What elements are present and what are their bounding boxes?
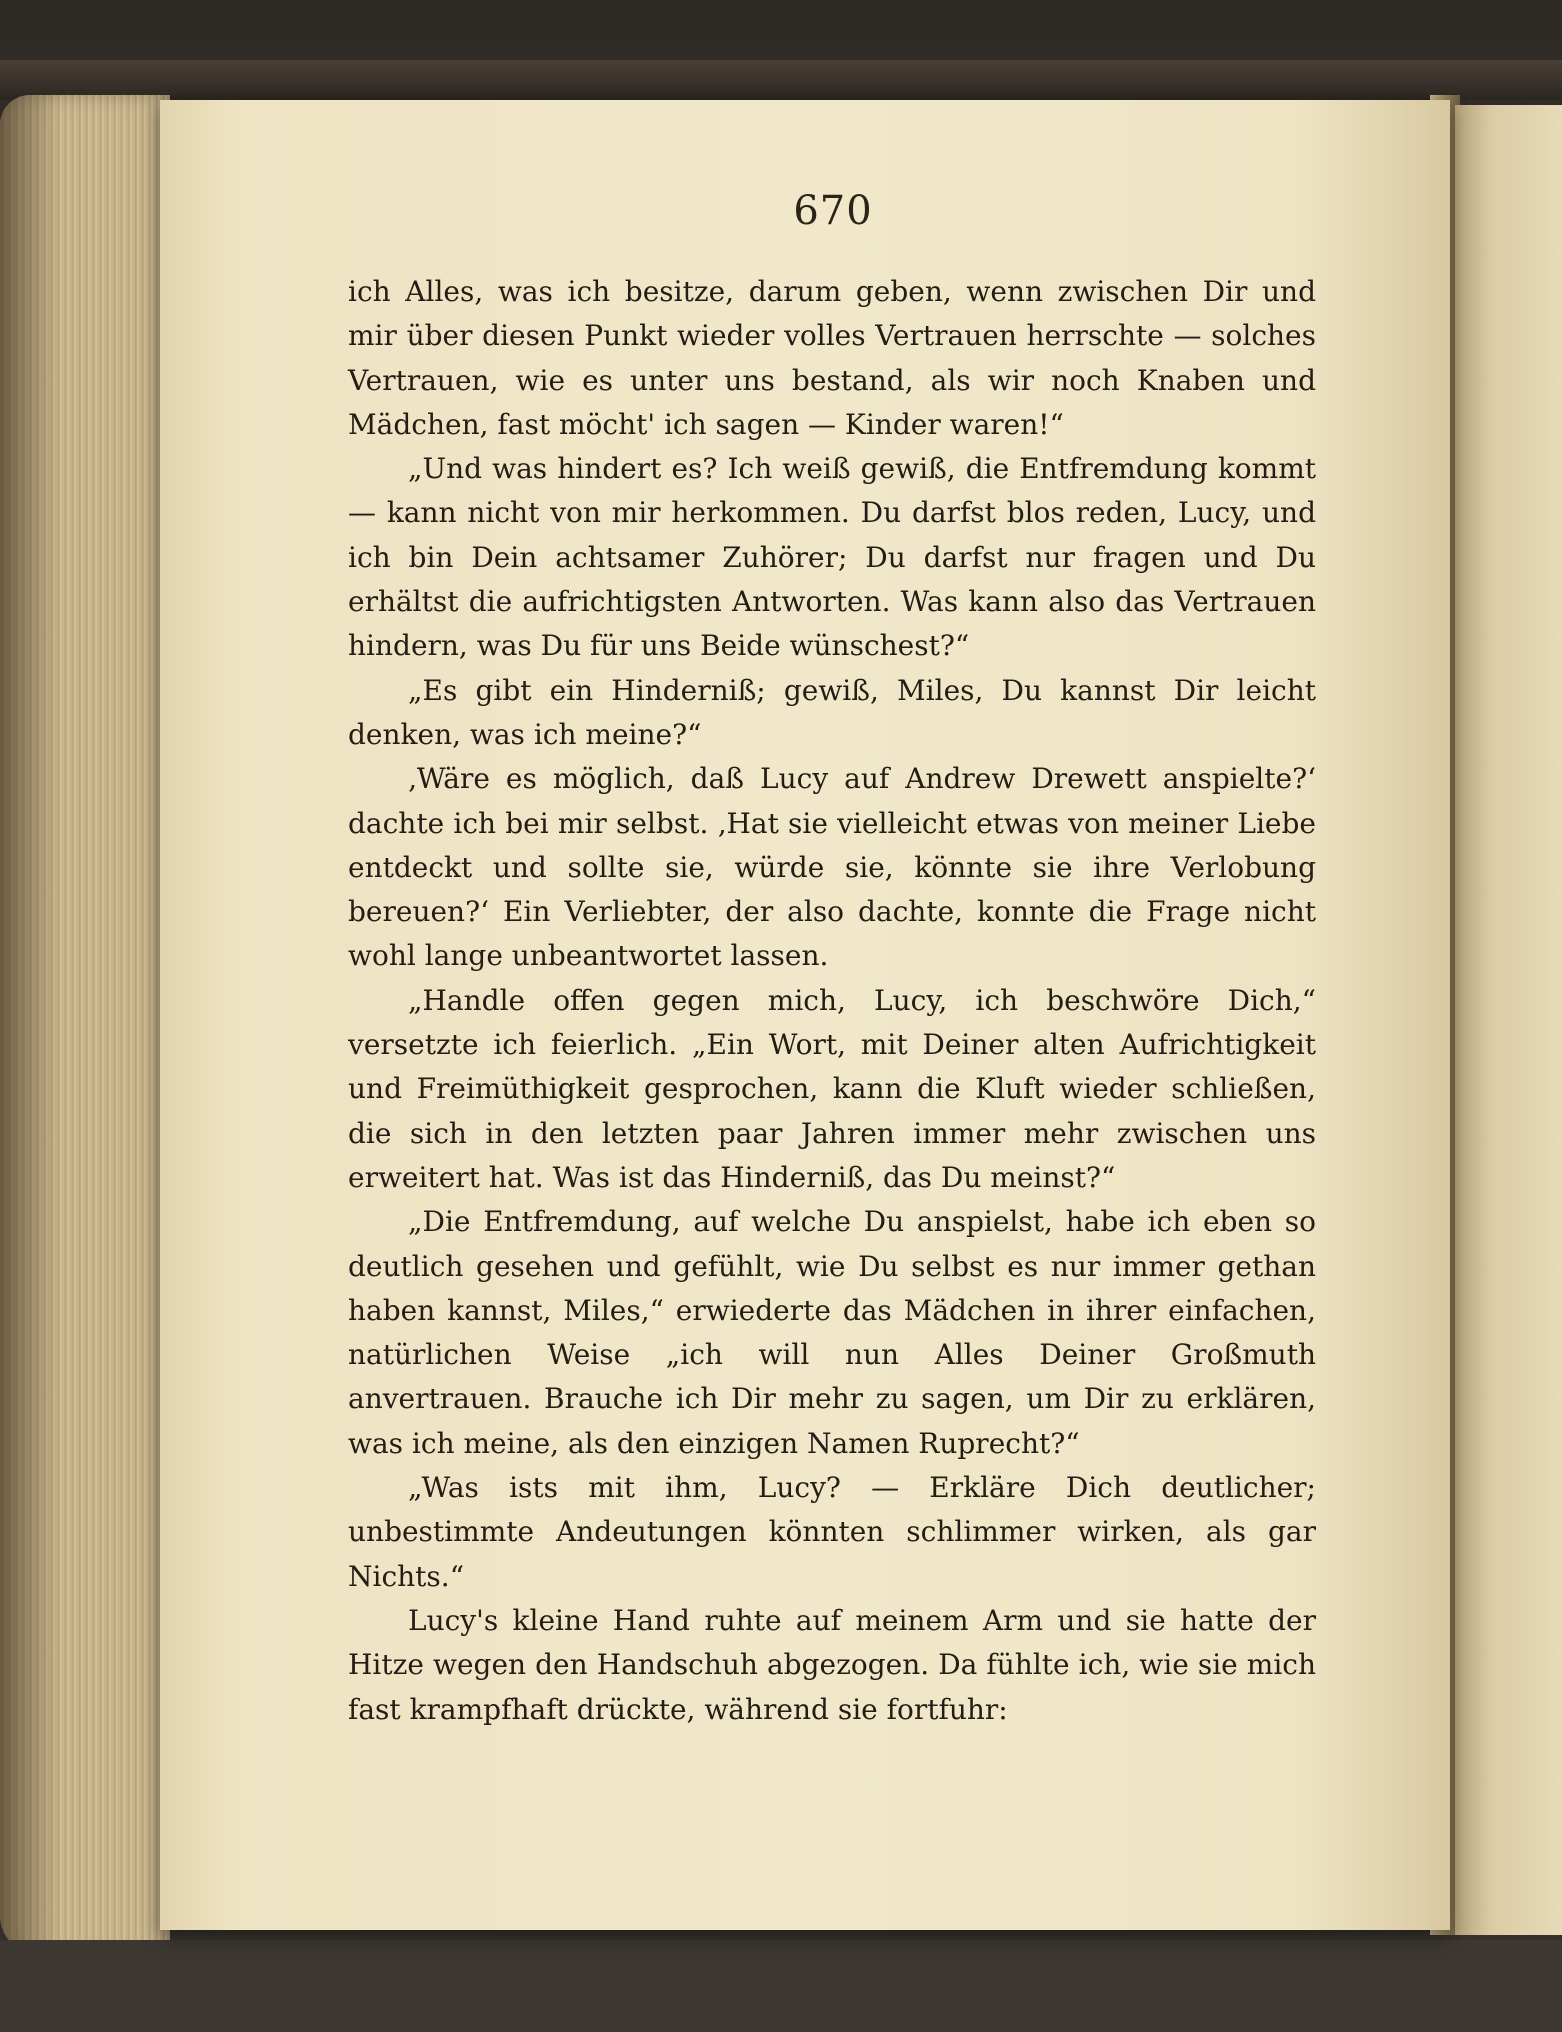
paragraph: „Es gibt ein Hinderniß; gewiß, Miles, Du kannst Dir leicht denken, was ich meine?“ (348, 673, 1316, 751)
opposite-page (1455, 105, 1562, 1935)
paragraph: ‚Wäre es möglich, daß Lucy auf Andrew Drewett anspielte?‘ dachte ich bei mir selbst. ‚Hat sie vielleicht etwas von meiner Liebe entdeckt und sollte sie, würde sie, könnte sie ihre Verlobung bereuen?‘ Ein Verliebter, der also dachte, konnte die Frage nicht wohl lange unbeantwortet lassen. (348, 762, 1316, 973)
page-stack-shadow (0, 95, 60, 1955)
paragraph: „Was ists mit ihm, Lucy? — Erkläre Dich deutlicher; unbestimmte Andeutungen könnten schlimmer wirken, als gar Nichts.“ (348, 1471, 1316, 1593)
paragraph: „Die Entfremdung, auf welche Du anspielst, habe ich eben so deutlich gesehen und gefühlt, wie Du selbst es nur immer gethan haben kannst, Miles,“ erwiederte das Mädchen in ihrer einfachen, natürlichen Weise „ich will nun Alles Deiner Großmuth anvertrauen. Brauche ich Dir mehr zu sagen, um Dir zu erklären, was ich meine, als den einzigen Namen Ruprecht?“ (348, 1205, 1316, 1460)
book-cover-edge (0, 60, 1562, 100)
paragraph: „Und was hindert es? Ich weiß gewiß, die Entfremdung kommt — kann nicht von mir herkommen. Du darfst blos reden, Lucy, und ich bin Dein achtsamer Zuhörer; Du darfst nur fragen und Du erhältst die aufrichtigsten Antworten. Was kann also das Vertrauen hindern, was Du für uns Beide wünschest?“ (348, 452, 1316, 663)
page-body-text (348, 270, 1316, 1732)
page-number: 670 (793, 188, 873, 234)
paragraph: Lucy's kleine Hand ruhte auf meinem Arm und sie hatte der Hitze wegen den Handschuh abgezogen. Da fühlte ich, wie sie mich fast krampfhaft drückte, während sie fortfuhr: (348, 1603, 1316, 1726)
book-cover-bottom (0, 1940, 1562, 2032)
paragraph: „Handle offen gegen mich, Lucy, ich beschwöre Dich,“ versetzte ich feierlich. „Ein Wort, mit Deiner alten Aufrichtigkeit und Freimüthigkeit gesprochen, kann die Kluft wieder schließen, die sich in den letzten paar Jahren immer mehr zwischen uns erweitert hat. Was ist das Hinderniß, das Du meinst?“ (348, 983, 1316, 1194)
paragraph: ich Alles, was ich besitze, darum geben, wenn zwischen Dir und mir über diesen Punkt wieder volles Vertrauen herrschte — solches Vertrauen, wie es unter uns bestand, als wir noch Knaben und Mädchen, fast möcht' ich sagen — Kinder waren!“ (348, 275, 1316, 441)
